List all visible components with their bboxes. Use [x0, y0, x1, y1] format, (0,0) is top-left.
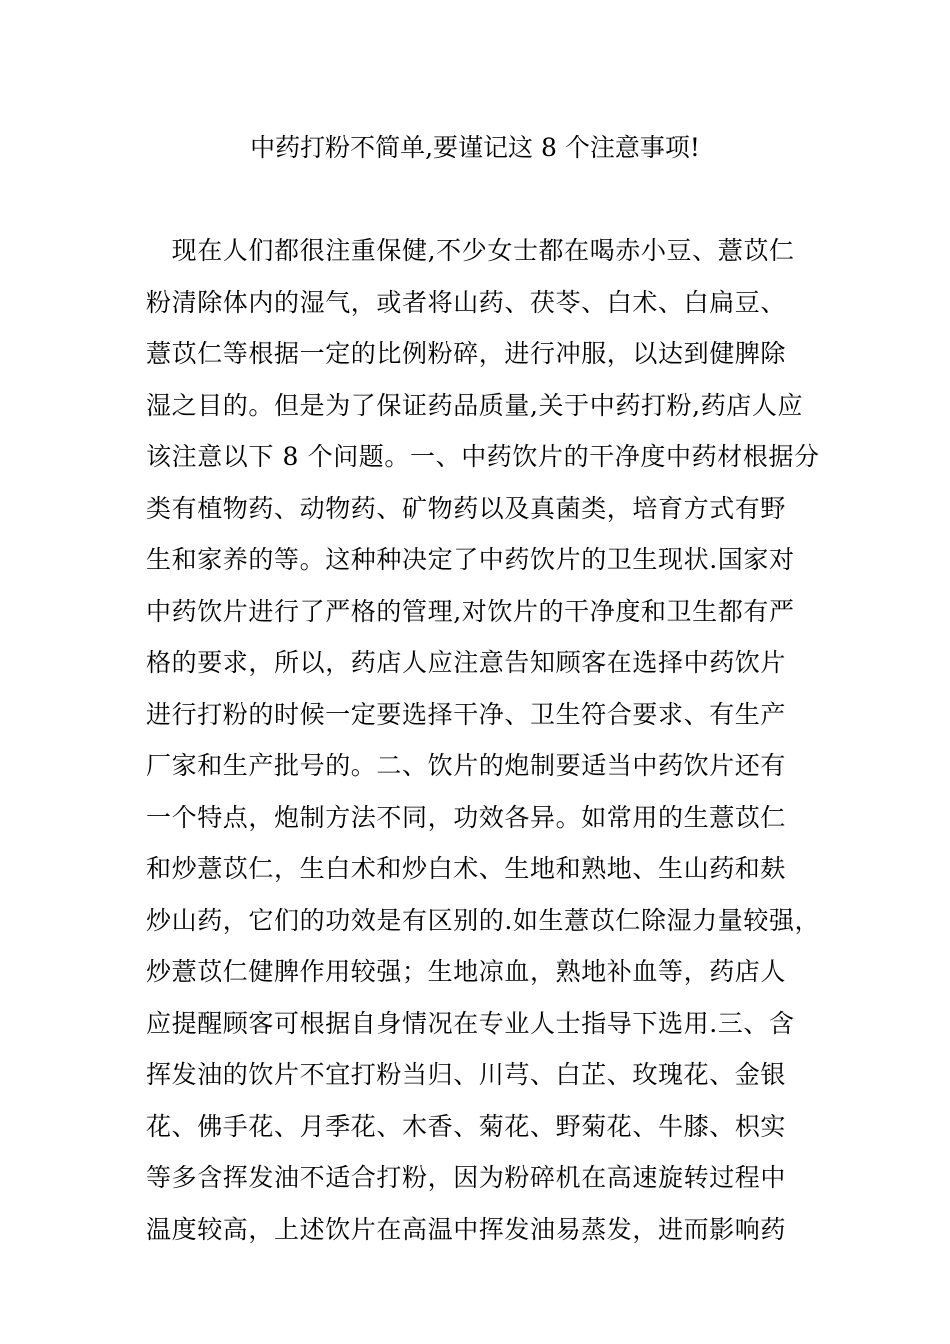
body-line: 应提醒顾客可根据自身情况在专业人士指导下选用.三、含	[146, 1008, 795, 1038]
document-body	[146, 225, 826, 1255]
body-line: 该注意以下 8 个问题。一、中药饮片的干净度中药材根据分	[146, 442, 820, 471]
body-line: 温度较高，上述饮片在高温中挥发油易蒸发，进而影响药	[146, 1214, 787, 1244]
body-line: 中药饮片进行了严格的管理,对饮片的干净度和卫生都有严	[146, 596, 795, 626]
body-line: 和炒薏苡仁，生白术和炒白术、生地和熟地、生山药和麸	[146, 854, 787, 883]
document-title: 中药打粉不简单,要谨记这 8 个注意事项!	[250, 133, 700, 162]
body-line: 厂家和生产批号的。二、饮片的炮制要适当中药饮片还有	[146, 751, 787, 780]
body-line: 挥发油的饮片不宜打粉当归、川芎、白芷、玫瑰花、金银	[146, 1060, 787, 1089]
body-line: 类有植物药、动物药、矿物药以及真菌类，培育方式有野	[146, 493, 787, 523]
body-line: 炒山药，它们的功效是有区别的.如生薏苡仁除湿力量较强，	[146, 905, 821, 935]
body-line: 花、佛手花、月季花、木香、菊花、野菊花、牛膝、枳实	[146, 1111, 787, 1141]
body-line: 薏苡仁等根据一定的比例粉碎，进行冲服，以达到健脾除	[146, 339, 787, 368]
body-line: 现在人们都很注重保健,不少女士都在喝赤小豆、薏苡仁	[146, 236, 795, 265]
body-line: 炒薏苡仁健脾作用较强；生地凉血，熟地补血等，药店人	[146, 957, 787, 986]
body-line: 湿之目的。但是为了保证药品质量,关于中药打粉,药店人应	[146, 390, 804, 420]
body-line: 粉清除体内的湿气，或者将山药、茯苓、白术、白扁豆、	[146, 287, 787, 317]
body-line: 进行打粉的时候一定要选择干净、卫生符合要求、有生产	[146, 699, 787, 729]
body-line: 格的要求，所以，药店人应注意告知顾客在选择中药饮片	[146, 648, 787, 677]
body-line: 等多含挥发油不适合打粉，因为粉碎机在高速旋转过程中	[146, 1163, 787, 1192]
body-line: 一个特点，炮制方法不同，功效各异。如常用的生薏苡仁	[146, 802, 787, 832]
body-line: 生和家养的等。这种种决定了中药饮片的卫生现状.国家对	[146, 545, 795, 574]
